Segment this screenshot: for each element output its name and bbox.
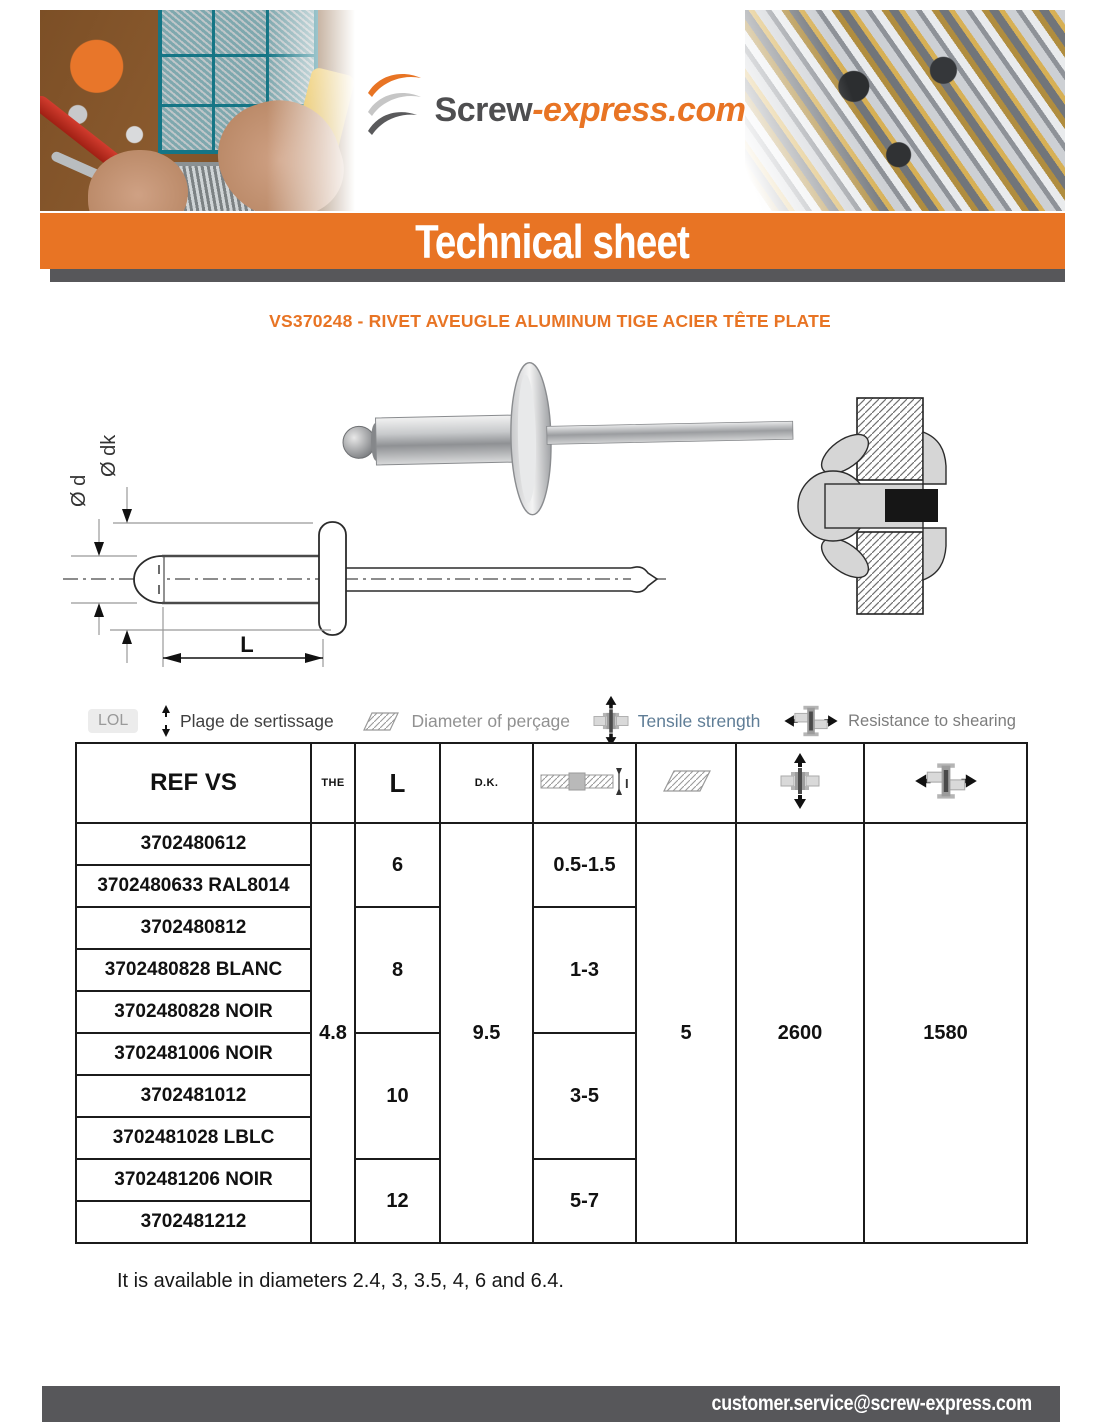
shear-resistance-icon	[914, 759, 978, 803]
spec-table	[75, 742, 1028, 1244]
updown-arrows-icon	[161, 704, 171, 738]
mandrel-tip-outline	[631, 567, 657, 592]
dim-label-length: L	[240, 632, 254, 657]
drill-diameter-icon	[356, 710, 402, 732]
crimp-cell: 3-5	[533, 1033, 636, 1159]
dim-label-dk: Ø dk	[98, 434, 120, 477]
ref-cell: 3702481012	[76, 1075, 311, 1117]
the-cell: 4.8	[311, 823, 355, 1243]
dim-label-d: Ø d	[68, 474, 90, 507]
shear-resistance-label: Resistance to shearing	[848, 711, 1016, 730]
length-cell: 6	[355, 823, 440, 907]
header-ref: REF VS	[76, 743, 311, 823]
legend-shear	[783, 702, 1016, 740]
tensile-strength-icon	[593, 695, 629, 747]
ref-cell: 3702480828 NOIR	[76, 991, 311, 1033]
tensile-strength-icon	[780, 752, 820, 810]
header-the: THE	[311, 743, 355, 823]
tensile-cell: 2600	[736, 823, 864, 1243]
header-dk: D.K.	[440, 743, 533, 823]
ref-cell: 3702481206 NOIR	[76, 1159, 311, 1201]
photo-fade-overlay	[745, 10, 1065, 211]
ref-cell: 3702480812	[76, 907, 311, 949]
crimp-cell: 0.5-1.5	[533, 823, 636, 907]
shear-cell: 1580	[864, 823, 1027, 1243]
rivet-line-drawing	[55, 415, 675, 690]
table-header-row	[76, 743, 1027, 823]
length-cell: 8	[355, 907, 440, 1033]
tensile-strength-label: Tensile strength	[637, 710, 761, 731]
brand-name-primary: Screw	[434, 90, 533, 129]
thickness-letter: I	[624, 775, 629, 791]
length-cell: 10	[355, 1033, 440, 1159]
header-tensile	[736, 743, 864, 823]
ref-cell: 3702481006 NOIR	[76, 1033, 311, 1075]
ref-cell: 3702480612	[76, 823, 311, 865]
crimp-range-icon	[539, 760, 631, 802]
brand-name-secondary: -express.com	[532, 90, 746, 129]
mandrel-core	[885, 489, 938, 522]
header-shear	[864, 743, 1027, 823]
screws-pile-photo	[745, 10, 1065, 211]
dk-cell: 9.5	[440, 823, 533, 1243]
photo-fade-overlay	[40, 10, 355, 211]
ref-cell: 3702481028 LBLC	[76, 1117, 311, 1159]
header-drill-diameter	[636, 743, 736, 823]
product-title: VS370248 - RIVET AVEUGLE ALUMINUM TIGE ACIER TÊTE PLATE	[269, 311, 831, 331]
legend-lol	[88, 709, 138, 733]
banner-title: Technical sheet	[415, 214, 690, 268]
rivet-cross-section-diagram	[795, 392, 965, 620]
lol-badge: LOL	[88, 709, 138, 733]
flange-outline	[319, 522, 346, 635]
drill-diameter-label: Diameter of perçage	[411, 710, 571, 731]
banner	[40, 213, 1065, 269]
table-row	[76, 823, 1027, 865]
legend-crimp-range	[161, 704, 334, 738]
drill-diameter-icon	[654, 768, 718, 794]
crimp-cell: 1-3	[533, 907, 636, 1033]
crimp-cell: 5-7	[533, 1159, 636, 1243]
legend-tensile	[593, 695, 761, 747]
brand-name	[435, 91, 746, 130]
ref-cell: 3702481212	[76, 1201, 311, 1243]
workbench-photo	[40, 10, 355, 211]
crimp-range-label: Plage de sertissage	[180, 710, 334, 731]
footer-bar	[42, 1386, 1060, 1422]
footer-email[interactable]: customer.service@screw-express.com	[711, 1392, 1032, 1415]
ref-cell: 3702480633 RAL8014	[76, 865, 311, 907]
availability-note: It is available in diameters 2.4, 3, 3.5, 4, 6 and 6.4.	[117, 1270, 564, 1292]
shear-resistance-icon	[783, 702, 839, 740]
ref-cell: 3702480828 BLANC	[76, 949, 311, 991]
icons-legend	[88, 700, 1016, 742]
logo-swoosh-icon	[363, 71, 425, 149]
banner-shadow	[50, 269, 1065, 282]
legend-drill-diameter	[356, 710, 570, 732]
header-length: L	[355, 743, 440, 823]
brand-logo	[358, 55, 750, 165]
header-crimp-range	[533, 743, 636, 823]
length-cell: 12	[355, 1159, 440, 1243]
drill-cell: 5	[636, 823, 736, 1243]
